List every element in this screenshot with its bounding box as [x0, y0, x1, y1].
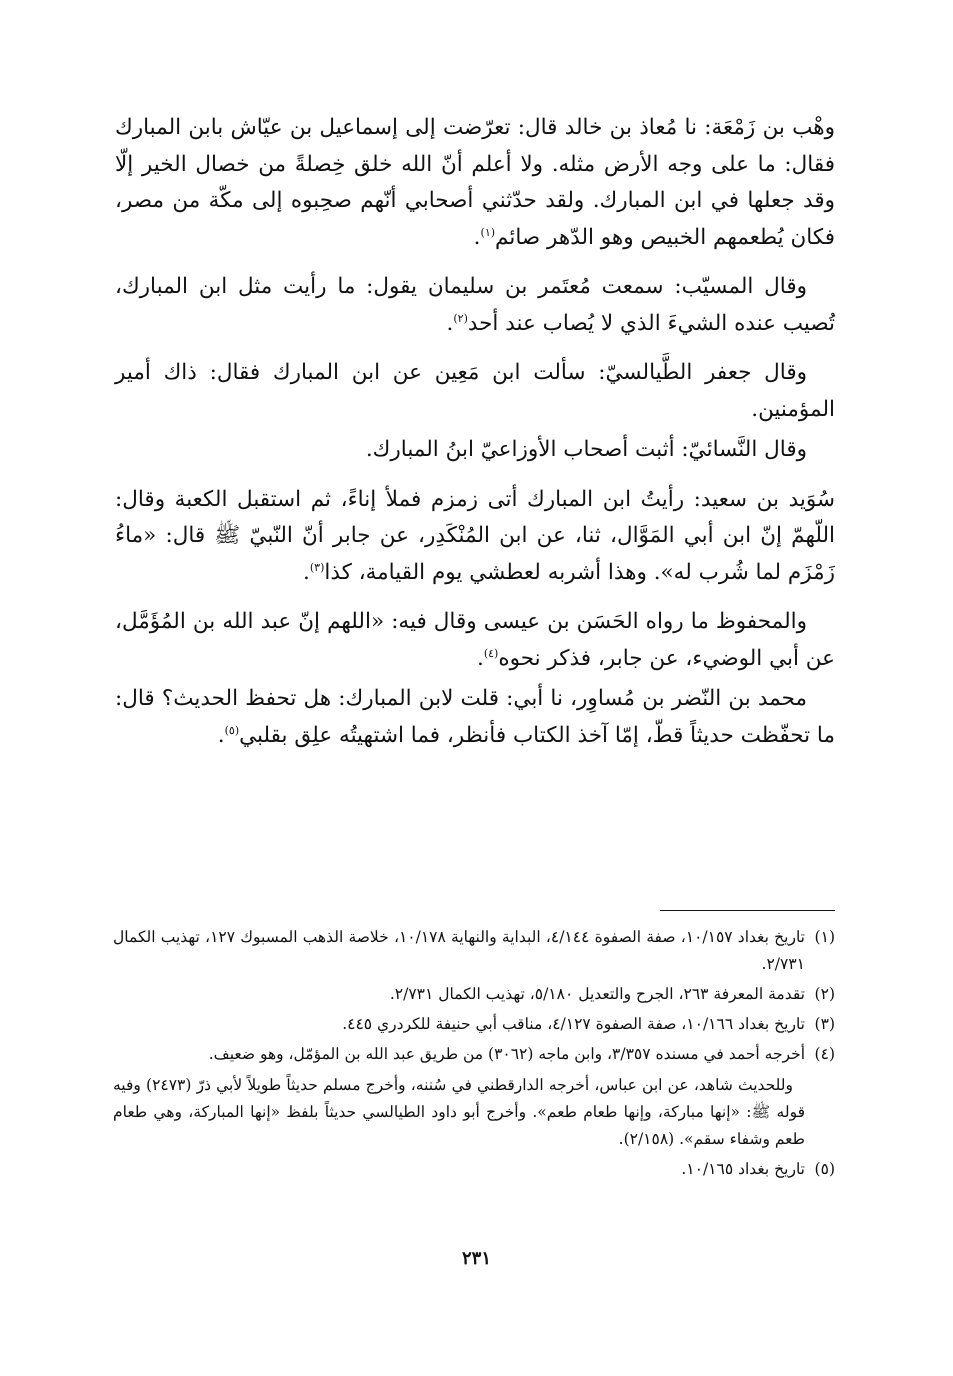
footnote-2: [113, 981, 835, 1008]
footnote-ref-5[interactable]: (٥): [224, 723, 240, 737]
paragraph-6-text: والمحفوظ ما رواه الحَسَن بن عيسى وقال فيه: «اللهم إنّ عبد الله بن المُؤَمَّل، عن أبي الوضيء، عن جابر، فذكر نحوه: [115, 609, 835, 671]
paragraph-4-text: وقال النَّسائيّ: أثبت أصحاب الأوزاعيّ ابنُ المبارك.: [365, 437, 807, 462]
footnote-text: أخرجه أحمد في مسنده ٣/٣٥٧، وابن ماجه (٣٠٦٢) من طريق عبد الله بن المؤمّل، وهو ضعيف.: [208, 1045, 805, 1063]
footnote-number: (٤): [814, 1045, 835, 1063]
footnote-text: وللحديث شاهد، عن ابن عباس، أخرجه الدارقطني في سُننه، وأخرج مسلم حديثاً طويلاً لأبي ذرّ (٢٤٧٣) وفيه قوله ﷺ: «إنها مباركة، وإنها طعام طعم». وأخرج أبو داود الطيالسي حديثاً بلفظ «إنها المباركة، وهي طعام طعم وشفاء سقم». (٢/١٥٨).: [113, 1076, 805, 1148]
footnote-text: تاريخ بغداد ١٠/١٥٧، صفة الصفوة ٤/١٤٤، البداية والنهاية ١٠/١٧٨، خلاصة الذهب المسبوك ١٢٧، تهذيب الكمال ٢/٧٣١.: [113, 928, 805, 973]
footnote-number: (٣): [814, 1015, 835, 1033]
paragraph-2: وقال المسيّب: سمعت مُعتَمر بن سليمان يقول: ما رأيت مثل ابن المبارك، تُصيب عنده الشيءَ الذي لا يُصاب عند أحد$^{(٢)}$.: [115, 274, 835, 336]
paragraph-4: [115, 432, 835, 469]
paragraph-7-text: محمد بن النّضر بن مُساوِر، نا أبي: قلت لابن المبارك: هل تحفظ الحديث؟ قال: ما تحفّظت حديثاً قطّ، إمّا آخذ الكتاب فأنظر، فما اشتهيتُه علِق بقلبي: [115, 686, 835, 748]
footnote-text: تاريخ بغداد ١٠/١٦٦، صفة الصفوة ٤/١٢٧، مناقب أبي حنيفة للكردري ٤٤٥.: [342, 1015, 805, 1033]
main-text: [115, 110, 835, 767]
paragraph-3: [115, 355, 835, 428]
footnote-ref-4[interactable]: (٤): [483, 646, 499, 660]
paragraph-1: وهْب بن زَمْعَة: نا مُعاذ بن خالد قال: تعرّضت إلى إسماعيل بن عيّاش بابن المبارك فقال: ما على وجه الأرض مثله. ولا أعلم أنّ الله خلق خِصلةً من خصال الخير إلّا وقد جعلها في ابن المبارك. ولقد حدّثني أصحابي أنّهم صحِبوه إلى مكّة من مصر، فكان يُطعمهم الخبيص وهو الدّهر صائم$^{(١)}$.: [115, 115, 835, 250]
footnotes: [113, 924, 835, 1186]
footnote-4-continuation: [113, 1072, 835, 1153]
page-number: ٢٣١: [461, 1248, 491, 1269]
footnote-ref-1[interactable]: (١): [480, 225, 496, 239]
footnote-text: تاريخ بغداد ١٠/١٦٥.: [681, 1160, 805, 1178]
footnote-ref-3[interactable]: (٣): [309, 560, 325, 574]
paragraph-3-text: وقال جعفر الطَّيالسيّ: سألت ابن مَعِين عن ابن المبارك فقال: ذاك أمير المؤمنين.: [115, 360, 835, 422]
paragraph-2-text: وقال المسيّب: سمعت مُعتَمر بن سليمان يقول: ما رأيت مثل ابن المبارك، تُصيب عنده الشيءَ الذي لا يُصاب عند أحد: [115, 274, 835, 336]
paragraph-6: والمحفوظ ما رواه الحَسَن بن عيسى وقال فيه: «اللهم إنّ عبد الله بن المُؤَمَّل، عن أبي الوضيء، عن جابر، فذكر نحوه$^{(٤)}$.: [115, 609, 835, 671]
footnote-number: (٥): [814, 1160, 835, 1178]
paragraph-5-text: سُوَيد بن سعيد: رأيتُ ابن المبارك أتى زمزم فملأ إناءً، ثم استقبل الكعبة وقال: اللّهمّ إنّ ابن أبي المَوَّال، ثنا، عن ابن المُنْكَدِر، عن جابر أنّ النّبيّ ﷺ قال: «ماءُ زَمْزَم لما شُرب له». وهذا أشربه لعطشي يوم القيامة، كذا: [115, 486, 835, 585]
footnote-number: (٢): [814, 985, 835, 1003]
footnote-5: [113, 1156, 835, 1183]
footnote-4: [113, 1041, 835, 1068]
footnote-ref-2[interactable]: (٢): [453, 311, 468, 325]
footnote-text: تقدمة المعرفة ٢٦٣، الجرح والتعديل ٥/١٨٠، تهذيب الكمال ٢/٧٣١.: [389, 985, 805, 1003]
footnote-1: [113, 924, 835, 978]
footnote-number: (١): [814, 928, 835, 946]
paragraph-7: محمد بن النّضر بن مُساوِر، نا أبي: قلت لابن المبارك: هل تحفظ الحديث؟ قال: ما تحفّظت حديثاً قطّ، إمّا آخذ الكتاب فأنظر، فما اشتهيتُه علِق بقلبي$^{(٥)}$.: [115, 686, 835, 748]
footnote-3: [113, 1011, 835, 1038]
footnote-divider: [660, 910, 835, 911]
paragraph-5: سُوَيد بن سعيد: رأيتُ ابن المبارك أتى زمزم فملأ إناءً، ثم استقبل الكعبة وقال: اللّهمّ إنّ ابن أبي المَوَّال، ثنا، عن ابن المُنْكَدِر، عن جابر أنّ النّبيّ ﷺ قال: «ماءُ زَمْزَم لما شُرب له». وهذا أشربه لعطشي يوم القيامة، كذا$^{(٣)}$.: [115, 486, 835, 585]
paragraph-1-text: وهْب بن زَمْعَة: نا مُعاذ بن خالد قال: تعرّضت إلى إسماعيل بن عيّاش بابن المبارك فقال: ما على وجه الأرض مثله. ولا أعلم أنّ الله خلق خِصلةً من خصال الخير إلّا وقد جعلها في ابن المبارك. ولقد حدّثني أصحابي أنّهم صحِبوه إلى مكّة من مصر، فكان يُطعمهم الخبيص وهو الدّهر صائم: [115, 115, 835, 250]
